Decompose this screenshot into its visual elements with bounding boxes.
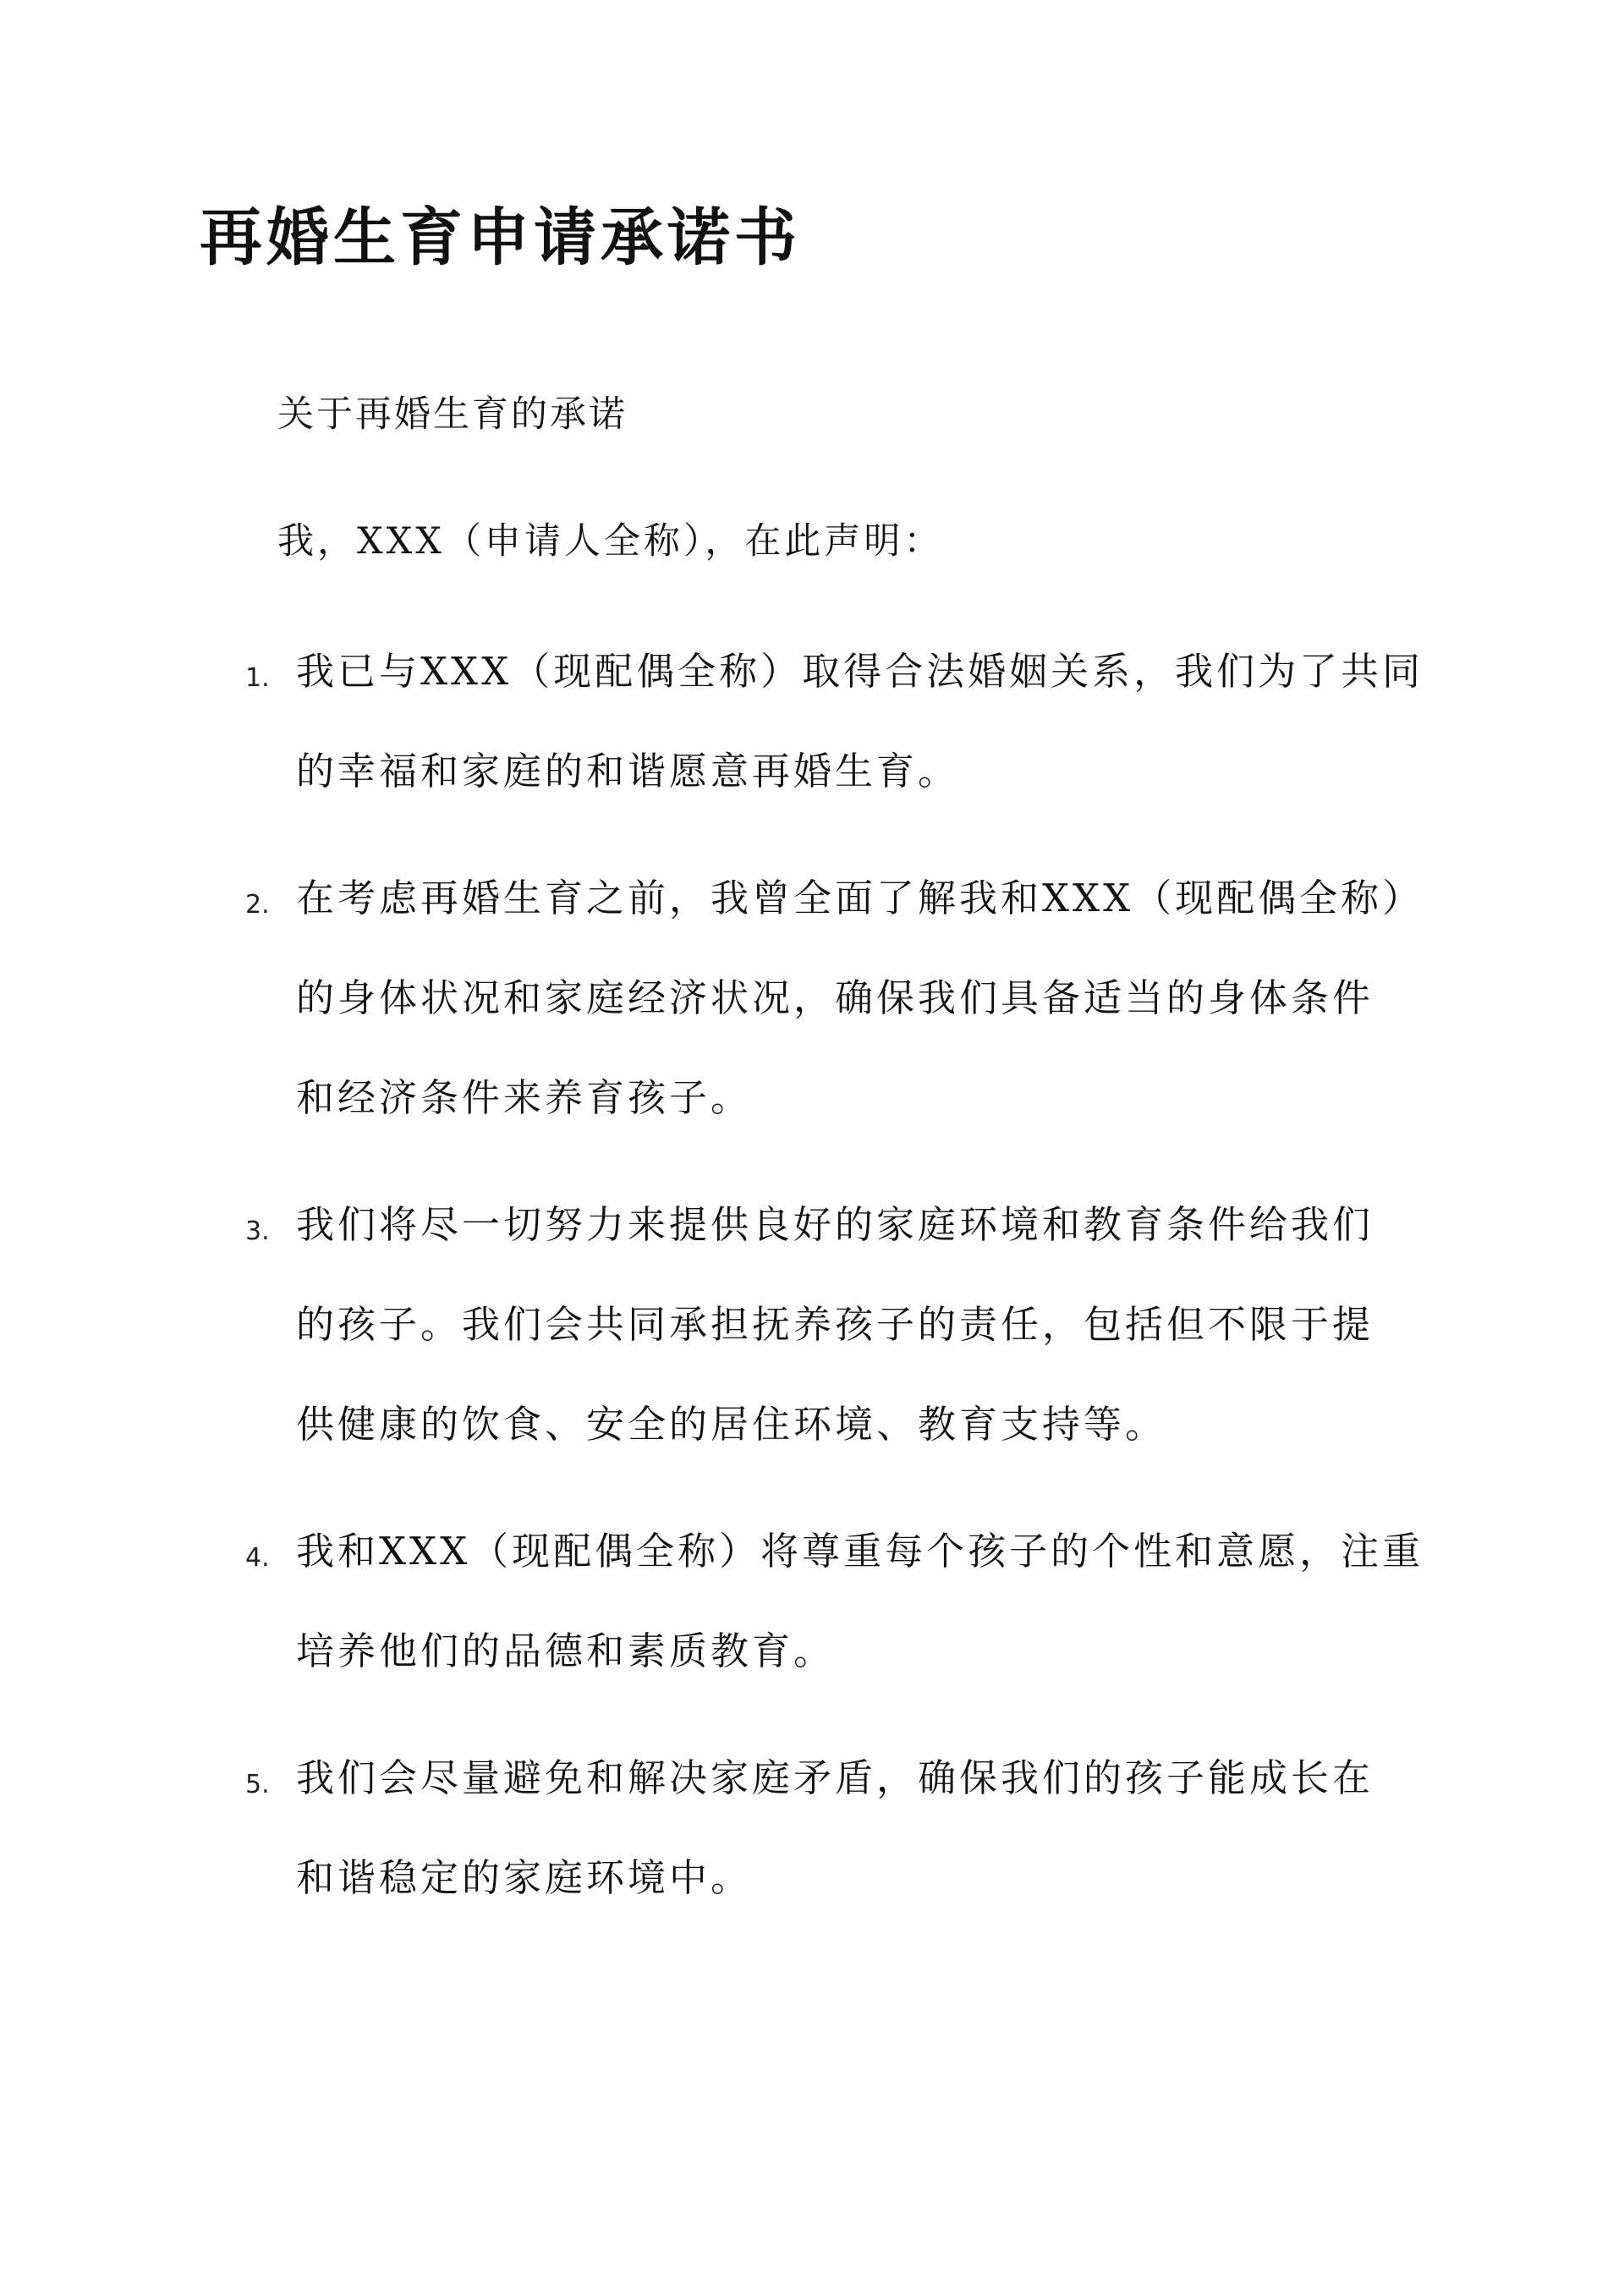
promise-text-line: 在考虑再婚生育之前，我曾全面了解我和XXX（现配偶全称） — [296, 876, 1424, 920]
promise-text-line: 我们会尽量避免和解决家庭矛盾，确保我们的孩子能成长在 — [296, 1755, 1374, 1800]
promise-text-line: 供健康的饮食、安全的居住环境、教育支持等。 — [296, 1402, 1167, 1447]
document-title: 再婚生育申请承诺书 — [200, 201, 801, 274]
promise-number: 5. — [245, 1770, 270, 1799]
applicant-declaration: 我，XXX（申请人全称），在此声明： — [277, 520, 944, 563]
promise-number: 3. — [245, 1217, 270, 1246]
document-subtitle: 关于再婚生育的承诺 — [277, 393, 628, 436]
promise-text-line: 的幸福和家庭的和谐愿意再婚生育。 — [296, 749, 960, 794]
promise-number: 1. — [245, 663, 270, 693]
promise-text-line: 我和XXX（现配偶全称）将尊重每个孩子的个性和意愿，注重 — [296, 1529, 1424, 1574]
promise-text-line: 的孩子。我们会共同承担抚养孩子的责任，包括但不限于提 — [296, 1302, 1374, 1347]
promise-number: 4. — [245, 1543, 270, 1573]
promise-text-line: 和经济条件来养育孩子。 — [296, 1075, 753, 1120]
promise-text-line: 我们将尽一切努力来提供良好的家庭环境和教育条件给我们 — [296, 1202, 1374, 1247]
promise-text-line: 和谐稳定的家庭环境中。 — [296, 1855, 753, 1900]
promise-text-line: 我已与XXX（现配偶全称）取得合法婚姻关系，我们为了共同 — [296, 649, 1424, 694]
promise-text-line: 的身体状况和家庭经济状况，确保我们具备适当的身体条件 — [296, 975, 1374, 1020]
promise-text-line: 培养他们的品德和素质教育。 — [296, 1629, 836, 1673]
promise-number: 2. — [245, 890, 270, 920]
